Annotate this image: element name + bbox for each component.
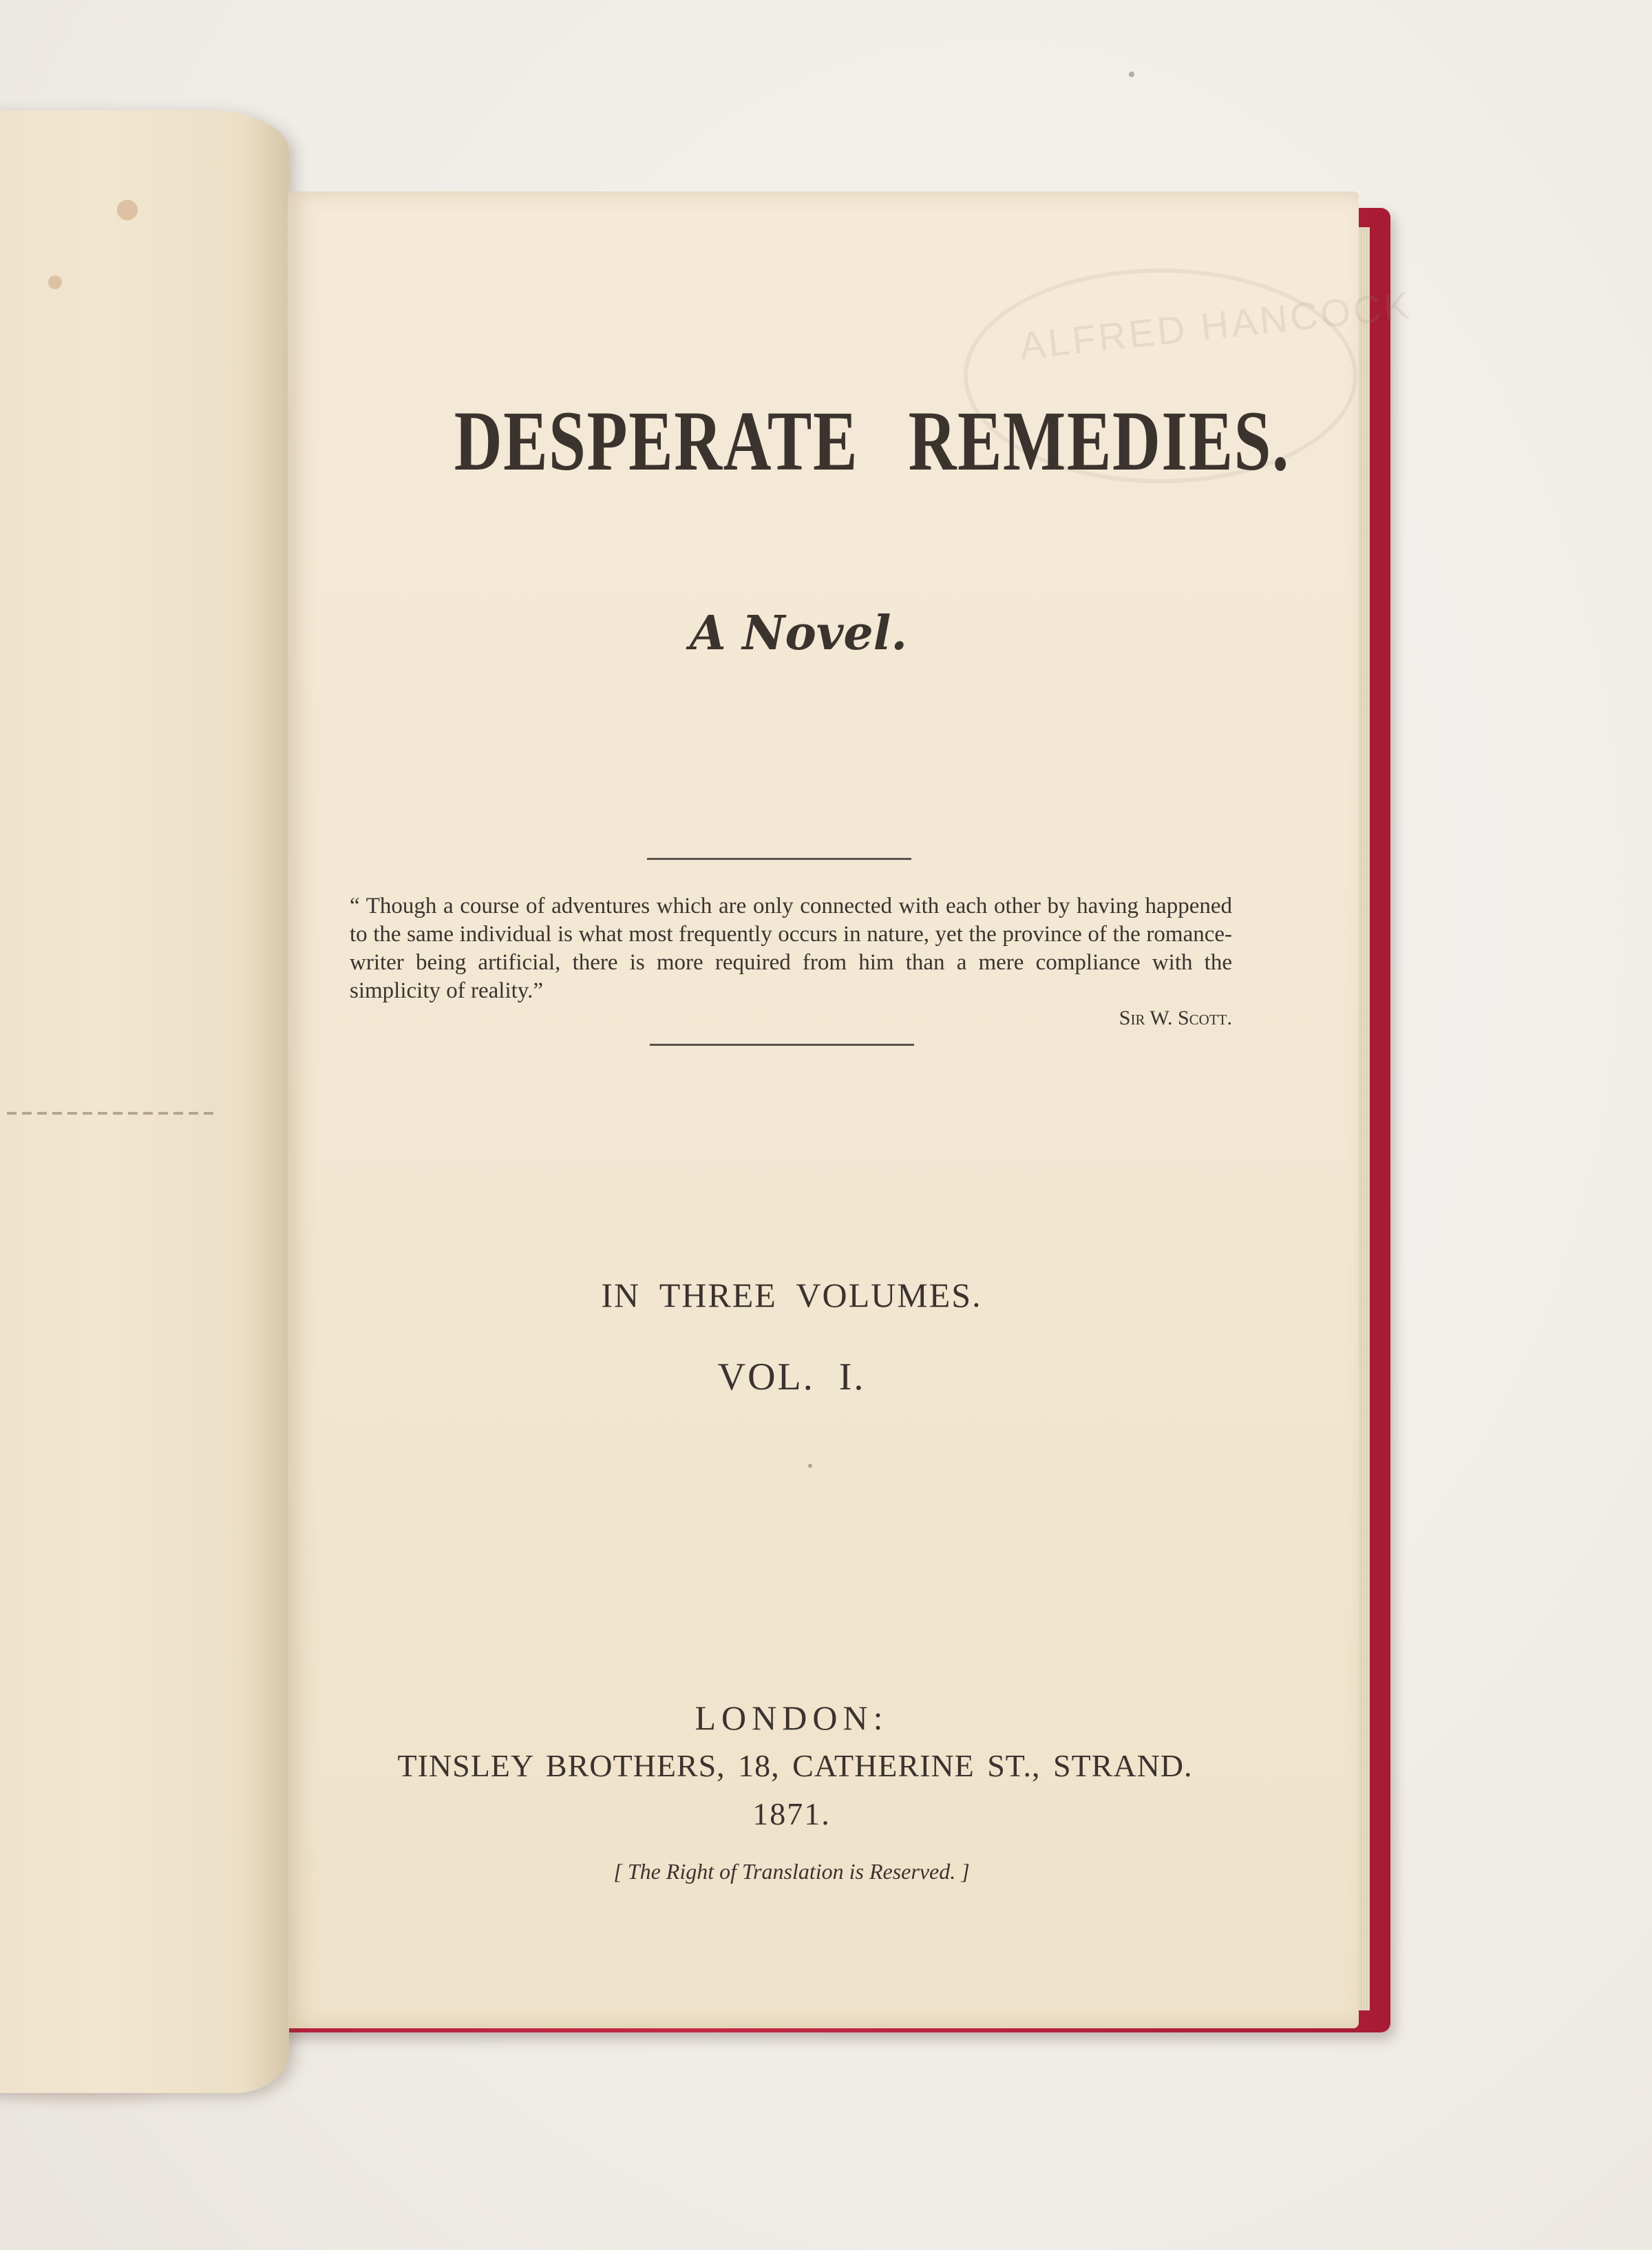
dust-speck — [1129, 72, 1134, 77]
foxing-spot — [117, 200, 138, 220]
book-subtitle: A Novel. — [689, 606, 908, 661]
imprint-year: 1871. — [752, 1796, 831, 1831]
epigraph-attribution: Sir W. Scott. — [1119, 1007, 1232, 1029]
epigraph: “ Though a course of adventures which are only connected with each other by having happened to the same individual is what most frequently occurs in nature, yet the province of the romance-writer being artificial, there is more required from him than a mere compliance with the simplicity of reality.” — [350, 894, 1232, 1003]
volumes-line: IN THREE VOLUMES. — [601, 1276, 982, 1314]
book-title: DESPERATE REMEDIES. — [454, 394, 1290, 488]
rule-bottom — [650, 1044, 914, 1046]
foxing-spot — [48, 275, 62, 289]
imprint-city: LONDON: — [695, 1699, 889, 1737]
left-page-flyleaf — [0, 110, 289, 2093]
rights-notice: [ The Right of Translation is Reserved. ] — [613, 1859, 970, 1884]
library-stamp-lettering: ALFRED HANCOCK — [1017, 283, 1415, 368]
volume-number: VOL. I. — [717, 1356, 866, 1398]
imprint-publisher: TINSLEY BROTHERS, 18, CATHERINE ST., STRAND. — [397, 1748, 1193, 1783]
show-through-line — [7, 1112, 213, 1115]
rule-top — [647, 858, 911, 860]
paper-speck — [808, 1464, 812, 1468]
